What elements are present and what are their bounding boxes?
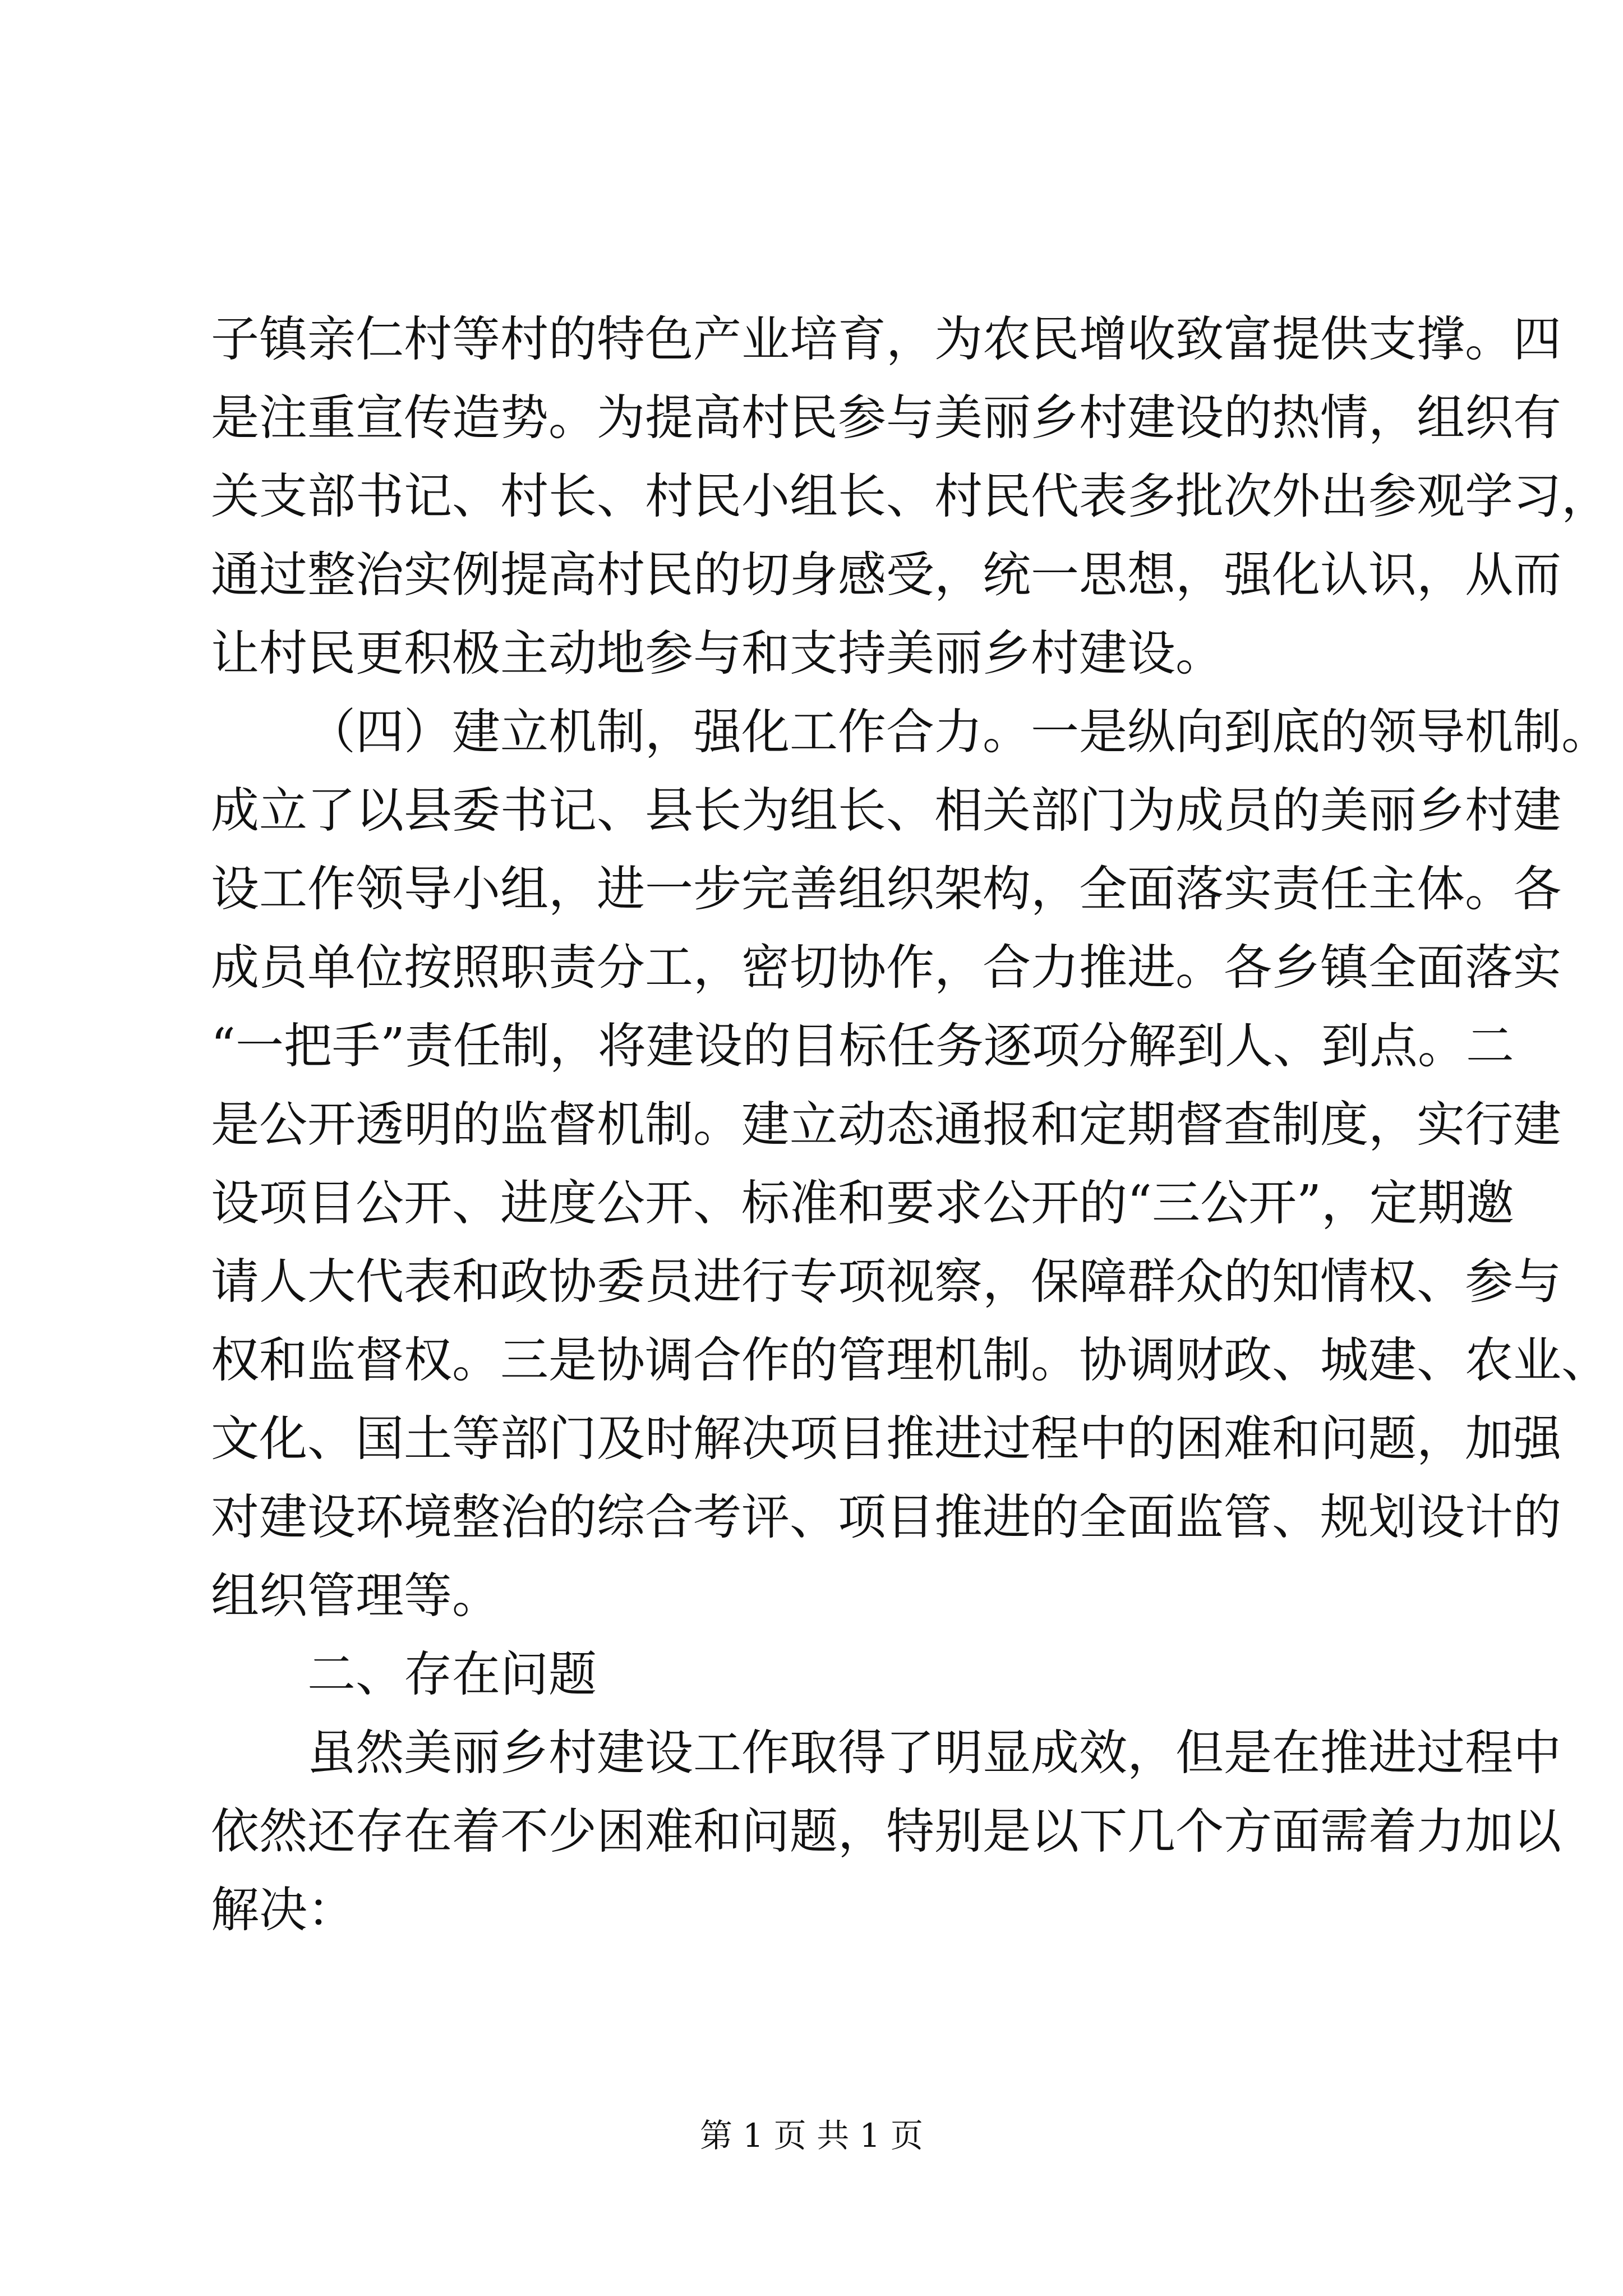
text-line: 依然还存在着不少困难和问题，特别是以下几个方面需着力加以: [211, 1803, 1561, 1860]
text-line: 权和监督权。三是协调合作的管理机制。协调财政、城建、农业、: [211, 1332, 1610, 1388]
text-line: 成员单位按照职责分工，密切协作，合力推进。各乡镇全面落实: [211, 940, 1561, 996]
text-line: 关支部书记、村长、村民小组长、村民代表多批次外出参观学习，: [211, 468, 1610, 524]
page-number-footer: 第 1 页 共 1 页: [700, 2116, 923, 2155]
text-line: 通过整治实例提高村民的切身感受，统一思想，强化认识，从而: [211, 547, 1561, 603]
section-title: 二、存在问题: [307, 1646, 597, 1703]
text-line: 虽然美丽乡村建设工作取得了明显成效，但是在推进过程中: [307, 1725, 1561, 1781]
text-line: 是注重宣传造势。为提高村民参与美丽乡村建设的热情，组织有: [211, 390, 1561, 446]
text-line: 设工作领导小组，进一步完善组织架构，全面落实责任主体。各: [211, 861, 1561, 917]
text-line: “一把手”责任制，将建设的目标任务逐项分解到人、到点。二: [211, 1018, 1514, 1074]
text-line: 子镇亲仁村等村的特色产业培育，为农民增收致富提供支撑。四: [211, 311, 1561, 367]
text-line: 解决：: [211, 1882, 356, 1938]
text-line: 组织管理等。: [211, 1568, 500, 1624]
text-line: 是公开透明的监督机制。建立动态通报和定期督查制度，实行建: [211, 1097, 1561, 1153]
text-line: 成立了以县委书记、县长为组长、相关部门为成员的美丽乡村建: [211, 783, 1561, 839]
text-line: 让村民更积极主动地参与和支持美丽乡村建设。: [211, 625, 1224, 682]
text-line: 设项目公开、进度公开、标准和要求公开的“三公开”，定期邀: [211, 1175, 1514, 1231]
text-line: 对建设环境整治的综合考评、项目推进的全面监管、规划设计的: [211, 1489, 1561, 1545]
text-line: 文化、国土等部门及时解决项目推进过程中的困难和问题，加强: [211, 1411, 1561, 1467]
section-heading-line: （四）建立机制，强化工作合力。一是纵向到底的领导机制。: [307, 704, 1610, 760]
text-line: 请人大代表和政协委员进行专项视察，保障群众的知情权、参与: [211, 1254, 1561, 1310]
